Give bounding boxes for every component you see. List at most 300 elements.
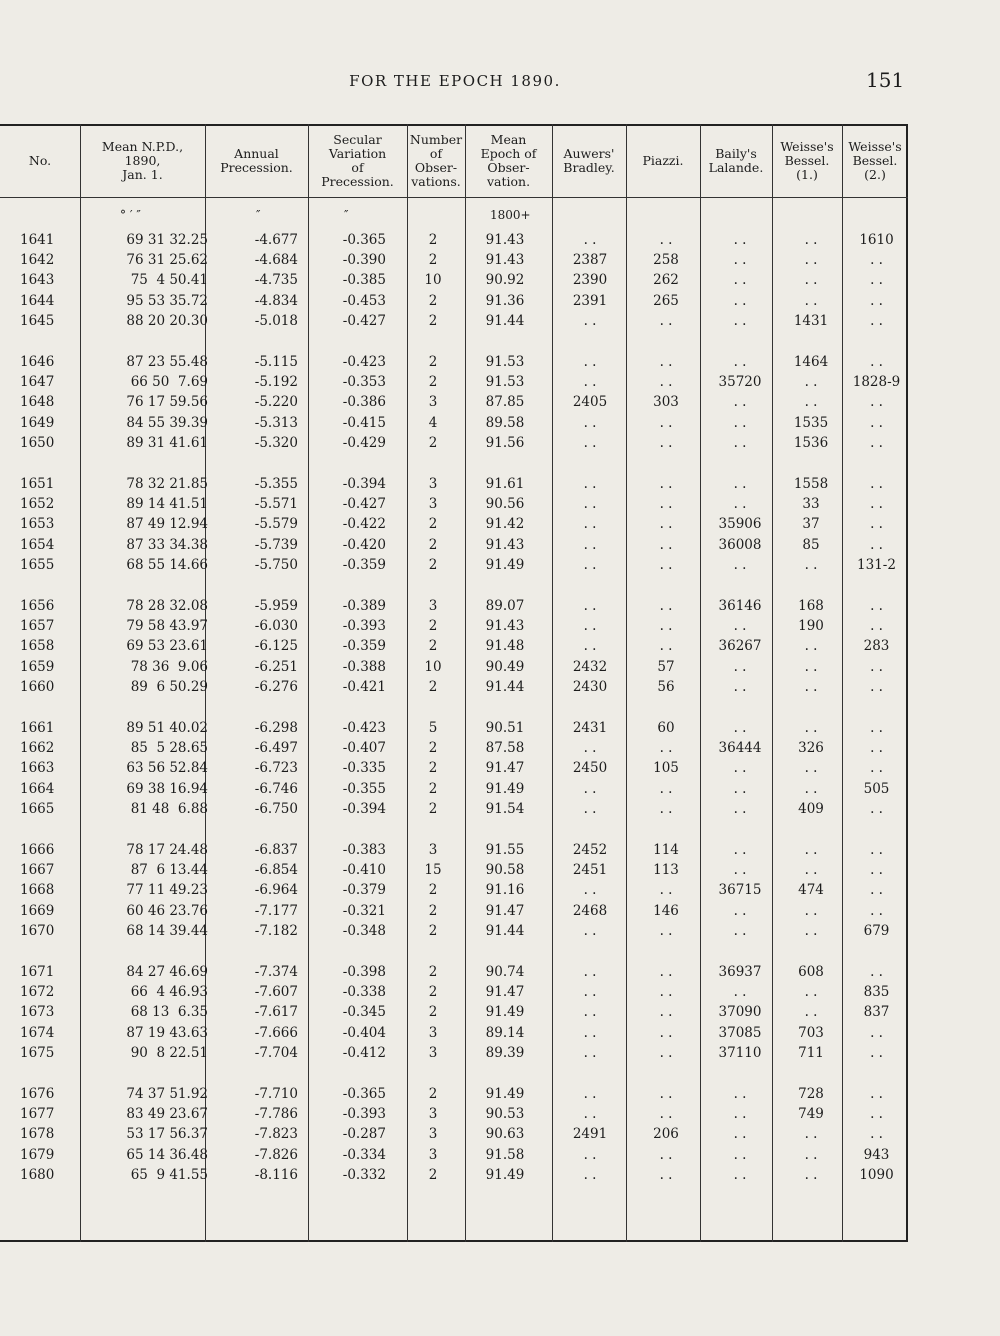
cell-num: 1673 [20, 1004, 55, 1021]
cell-sec: -0.427 [342, 312, 386, 329]
cell-bai: . . [733, 902, 747, 919]
cell-bai: . . [733, 272, 747, 289]
cell-sec: -0.335 [342, 760, 386, 777]
cell-ann: -6.125 [254, 638, 298, 655]
cell-pia: . . [659, 434, 673, 451]
cell-auw: . . [583, 800, 597, 817]
cell-we1: . . [804, 252, 818, 269]
cell-obs: 2 [428, 882, 438, 899]
cell-we1: 1431 [793, 312, 829, 329]
cell-we2: 1828-9 [852, 374, 901, 391]
cell-obs: 2 [428, 902, 438, 919]
cell-pia: . . [659, 800, 673, 817]
cell-num: 1655 [20, 556, 55, 573]
table-row [0, 598, 908, 618]
cell-npd: 74 37 51.92 [126, 1086, 208, 1102]
cell-bai: 37085 [718, 1024, 762, 1041]
cell-obs: 2 [428, 374, 438, 391]
running-head-title: FOR THE EPOCH 1890. [349, 72, 561, 90]
cell-pia: . . [659, 516, 673, 533]
cell-auw: 2491 [572, 1126, 608, 1143]
table-row [0, 1025, 908, 1045]
cell-we2: . . [870, 1024, 883, 1041]
column-header-pia: Piazzi. [642, 153, 684, 168]
cell-obs: 2 [428, 800, 438, 817]
cell-auw: . . [583, 1004, 597, 1021]
cell-pia: . . [659, 312, 673, 329]
table-row [0, 720, 908, 740]
cell-num: 1680 [20, 1166, 55, 1183]
cell-we1: . . [804, 780, 818, 797]
cell-ann: -5.115 [254, 354, 298, 370]
cell-sec: -0.353 [342, 374, 386, 391]
cell-num: 1672 [20, 984, 55, 1001]
cell-ann: -7.704 [254, 1044, 298, 1061]
table-row [0, 1086, 908, 1106]
cell-ep: 90.58 [485, 862, 525, 879]
cell-we2: . . [870, 272, 883, 289]
cell-pia: 206 [653, 1126, 679, 1143]
cell-we2: . . [870, 292, 883, 309]
cell-we1: . . [804, 902, 818, 919]
secular-unit: ″ [344, 208, 349, 222]
cell-ann: -5.579 [254, 516, 298, 533]
cell-pia: 57 [657, 658, 675, 675]
cell-we2: 943 [863, 1146, 890, 1163]
cell-sec: -0.345 [342, 1004, 386, 1021]
cell-ep: 91.47 [485, 760, 525, 777]
cell-npd: 87 23 55.48 [126, 354, 208, 370]
annual-unit: ″ [256, 208, 261, 222]
cell-num: 1674 [20, 1024, 55, 1041]
cell-npd: 89 14 41.51 [126, 496, 208, 513]
cell-num: 1643 [20, 272, 55, 289]
cell-npd: 69 53 23.61 [126, 638, 208, 655]
cell-pia: 303 [653, 394, 679, 411]
cell-we1: . . [804, 1126, 818, 1143]
cell-pia: . . [659, 536, 673, 553]
cell-we2: . . [870, 1044, 883, 1061]
cell-we2: . . [870, 1126, 883, 1143]
cell-auw: . . [583, 232, 597, 248]
cell-we1: 703 [798, 1024, 824, 1041]
cell-ep: 87.85 [485, 394, 525, 411]
cell-npd: 60 46 23.76 [126, 902, 208, 919]
cell-pia: . . [659, 598, 673, 614]
cell-ep: 91.43 [485, 618, 525, 635]
cell-pia: 113 [653, 862, 679, 879]
cell-pia: 258 [653, 252, 679, 269]
cell-obs: 15 [424, 862, 442, 879]
cell-ep: 91.44 [485, 922, 525, 939]
cell-ep: 91.53 [485, 354, 525, 370]
cell-auw: 2387 [572, 252, 608, 269]
cell-num: 1658 [20, 638, 55, 655]
cell-num: 1651 [20, 476, 55, 492]
cell-bai: . . [733, 1166, 747, 1183]
cell-bai: . . [733, 1086, 747, 1102]
cell-auw: . . [583, 536, 597, 553]
cell-npd: 84 27 46.69 [126, 964, 208, 980]
cell-we1: 168 [798, 598, 824, 614]
cell-we1: . . [804, 1004, 818, 1021]
cell-we2: . . [870, 1086, 883, 1102]
cell-sec: -0.404 [342, 1024, 386, 1041]
cell-ann: -7.607 [254, 984, 298, 1001]
cell-sec: -0.338 [342, 984, 386, 1001]
cell-pia: 114 [653, 842, 679, 858]
cell-npd: 90 8 22.51 [130, 1044, 208, 1061]
cell-num: 1662 [20, 740, 55, 757]
cell-bai: . . [733, 800, 747, 817]
cell-npd: 66 4 46.93 [130, 984, 208, 1001]
cell-npd: 87 33 34.38 [126, 536, 208, 553]
cell-auw: . . [583, 516, 597, 533]
cell-ann: -8.116 [254, 1166, 298, 1183]
cell-we1: 409 [798, 800, 824, 817]
cell-auw: . . [583, 374, 597, 391]
cell-ann: -7.666 [254, 1024, 298, 1041]
cell-obs: 3 [428, 598, 438, 614]
table-row [0, 232, 908, 252]
cell-ep: 91.55 [485, 842, 525, 858]
cell-auw: . . [583, 1166, 597, 1183]
cell-pia: . . [659, 354, 673, 370]
cell-ep: 89.14 [485, 1024, 525, 1041]
cell-pia: . . [659, 556, 673, 573]
cell-pia: 262 [653, 272, 679, 289]
cell-num: 1663 [20, 760, 55, 777]
cell-we2: . . [870, 394, 883, 411]
cell-bai: . . [733, 1146, 747, 1163]
table-row [0, 252, 908, 272]
cell-auw: . . [583, 354, 597, 370]
cell-auw: . . [583, 882, 597, 899]
cell-we2: . . [870, 862, 883, 879]
cell-bai: . . [733, 862, 747, 879]
cell-sec: -0.427 [342, 496, 386, 513]
cell-sec: -0.379 [342, 882, 386, 899]
table-row [0, 1004, 908, 1024]
cell-bai: . . [733, 984, 747, 1001]
cell-we1: . . [804, 720, 818, 736]
cell-obs: 3 [428, 394, 438, 411]
cell-we1: . . [804, 842, 818, 858]
cell-ann: -7.617 [254, 1004, 298, 1021]
cell-auw: . . [583, 780, 597, 797]
cell-num: 1665 [20, 800, 55, 817]
cell-ep: 90.53 [485, 1106, 525, 1123]
cell-ann: -7.786 [254, 1106, 298, 1123]
cell-npd: 89 51 40.02 [126, 720, 208, 736]
cell-we1: 1558 [793, 476, 829, 492]
cell-we1: 326 [798, 740, 824, 757]
cell-auw: 2430 [572, 678, 608, 695]
cell-obs: 3 [428, 1146, 438, 1163]
table-row [0, 740, 908, 760]
cell-ann: -6.497 [254, 740, 298, 757]
cell-num: 1669 [20, 902, 55, 919]
table-row [0, 496, 908, 516]
column-header-obs: Number of Obser- vations. [409, 132, 463, 189]
cell-ann: -5.355 [254, 476, 298, 492]
cell-sec: -0.390 [342, 252, 386, 269]
cell-pia: 60 [657, 720, 675, 736]
cell-ep: 89.39 [485, 1044, 525, 1061]
cell-bai: . . [733, 252, 747, 269]
cell-bai: . . [733, 292, 747, 309]
cell-bai: 36444 [718, 740, 762, 757]
cell-npd: 53 17 56.37 [126, 1126, 208, 1143]
cell-sec: -0.389 [342, 598, 386, 614]
page-number: 151 [866, 68, 905, 92]
column-header-npd: Mean N.P.D., 1890, Jan. 1. [101, 139, 184, 182]
cell-npd: 87 19 43.63 [126, 1024, 208, 1041]
cell-obs: 2 [428, 1004, 438, 1021]
cell-npd: 65 9 41.55 [130, 1166, 208, 1183]
cell-ep: 91.47 [485, 984, 525, 1001]
table-row [0, 435, 908, 455]
cell-auw: 2431 [572, 720, 608, 736]
cell-ep: 91.58 [485, 1146, 525, 1163]
cell-ep: 91.47 [485, 902, 525, 919]
cell-npd: 69 38 16.94 [126, 780, 208, 797]
cell-ann: -6.837 [254, 842, 298, 858]
table-row [0, 374, 908, 394]
cell-sec: -0.423 [342, 354, 386, 370]
cell-ann: -6.030 [254, 618, 298, 635]
cell-bai: 36008 [718, 536, 762, 553]
cell-ep: 91.49 [485, 1166, 525, 1183]
cell-bai: . . [733, 720, 747, 736]
cell-bai: 37090 [718, 1004, 762, 1021]
cell-num: 1656 [20, 598, 55, 614]
cell-num: 1660 [20, 678, 55, 695]
cell-num: 1644 [20, 292, 55, 309]
cell-npd: 75 4 50.41 [130, 272, 208, 289]
table-row [0, 679, 908, 699]
cell-bai: 35720 [718, 374, 762, 391]
cell-ep: 90.74 [485, 964, 525, 980]
epoch-unit: 1800+ [490, 208, 531, 222]
cell-sec: -0.385 [342, 272, 386, 289]
cell-pia: . . [659, 1166, 673, 1183]
cell-npd: 78 32 21.85 [126, 476, 208, 492]
cell-we2: . . [870, 476, 883, 492]
cell-num: 1675 [20, 1044, 55, 1061]
cell-ep: 91.49 [485, 556, 525, 573]
cell-npd: 68 14 39.44 [126, 922, 208, 939]
column-header-we1: Weisse's Bessel. (1.) [780, 139, 834, 182]
column-header-ep: Mean Epoch of Obser- vation. [480, 132, 537, 189]
cell-ep: 91.16 [485, 882, 525, 899]
column-header-bai: Baily's Lalande. [708, 146, 764, 175]
cell-we2: 835 [863, 984, 890, 1001]
cell-ann: -5.750 [254, 556, 298, 573]
cell-npd: 95 53 35.72 [126, 292, 208, 309]
cell-pia: . . [659, 922, 673, 939]
cell-we2: . . [870, 312, 883, 329]
table-row [0, 659, 908, 679]
cell-bai: . . [733, 232, 747, 248]
cell-num: 1647 [20, 374, 55, 391]
cell-num: 1676 [20, 1086, 55, 1102]
cell-auw: . . [583, 434, 597, 451]
cell-we2: . . [870, 740, 883, 757]
cell-sec: -0.287 [342, 1126, 386, 1143]
cell-obs: 2 [428, 252, 438, 269]
cell-ann: -6.298 [254, 720, 298, 736]
cell-we1: . . [804, 658, 818, 675]
cell-sec: -0.394 [342, 800, 386, 817]
cell-auw: 2451 [572, 862, 608, 879]
cell-we1: 1464 [793, 354, 829, 370]
cell-we1: 85 [802, 536, 820, 553]
cell-ann: -7.710 [254, 1086, 298, 1102]
table-row [0, 313, 908, 333]
cell-sec: -0.423 [342, 720, 386, 736]
cell-obs: 2 [428, 922, 438, 939]
cell-npd: 81 48 6.88 [130, 800, 208, 817]
cell-npd: 83 49 23.67 [126, 1106, 208, 1123]
cell-we1: . . [804, 638, 818, 655]
cell-we1: . . [804, 984, 818, 1001]
cell-we2: . . [870, 618, 883, 635]
cell-obs: 3 [428, 1044, 438, 1061]
cell-ep: 91.49 [485, 1004, 525, 1021]
cell-ann: -5.959 [254, 598, 298, 614]
cell-npd: 68 13 6.35 [130, 1004, 208, 1021]
cell-we1: . . [804, 862, 818, 879]
cell-npd: 68 55 14.66 [126, 556, 208, 573]
cell-we1: 1536 [793, 434, 829, 451]
cell-we1: . . [804, 922, 818, 939]
cell-sec: -0.386 [342, 394, 386, 411]
cell-auw: . . [583, 1146, 597, 1163]
cell-we2: 1610 [859, 232, 894, 248]
cell-obs: 2 [428, 516, 438, 533]
cell-we2: . . [870, 842, 883, 858]
cell-auw: . . [583, 598, 597, 614]
cell-ep: 90.56 [485, 496, 525, 513]
cell-npd: 77 11 49.23 [126, 882, 208, 899]
cell-auw: . . [583, 964, 597, 980]
cell-ann: -6.854 [254, 862, 298, 879]
column-header-sec: Secular Variation of Precession. [321, 132, 394, 189]
cell-bai: 37110 [718, 1044, 762, 1061]
cell-auw: 2390 [572, 272, 608, 289]
cell-obs: 2 [428, 638, 438, 655]
cell-ann: -6.750 [254, 800, 298, 817]
cell-we2: 283 [863, 638, 890, 655]
cell-ann: -6.723 [254, 760, 298, 777]
cell-ann: -5.320 [254, 434, 298, 451]
cell-obs: 10 [424, 658, 442, 675]
cell-npd: 66 50 7.69 [130, 374, 208, 391]
cell-num: 1664 [20, 780, 55, 797]
cell-we2: . . [870, 1106, 883, 1123]
cell-num: 1652 [20, 496, 55, 513]
cell-sec: -0.365 [342, 1086, 386, 1102]
cell-auw: . . [583, 1024, 597, 1041]
table-row [0, 760, 908, 780]
cell-we1: . . [804, 556, 818, 573]
cell-sec: -0.359 [342, 556, 386, 573]
cell-auw: . . [583, 1106, 597, 1123]
cell-we1: 749 [798, 1106, 824, 1123]
table-row [0, 903, 908, 923]
cell-ep: 91.44 [485, 312, 525, 329]
cell-obs: 2 [428, 1086, 438, 1102]
table-row [0, 638, 908, 658]
table-row [0, 862, 908, 882]
table-row [0, 557, 908, 577]
cell-num: 1659 [20, 658, 55, 675]
cell-ep: 90.92 [485, 272, 525, 289]
column-header-auw: Auwers' Bradley. [563, 146, 615, 175]
cell-auw: . . [583, 496, 597, 513]
cell-we2: . . [870, 760, 883, 777]
cell-auw: 2452 [572, 842, 608, 858]
cell-num: 1677 [20, 1106, 55, 1123]
cell-ep: 91.43 [485, 536, 525, 553]
table-row [0, 537, 908, 557]
cell-bai: . . [733, 760, 747, 777]
npd-unit: ° ′ ″ [120, 208, 141, 222]
cell-bai: 36715 [718, 882, 762, 899]
cell-bai: 36267 [718, 638, 762, 655]
cell-we2: . . [870, 496, 883, 513]
cell-num: 1645 [20, 312, 55, 329]
table-row [0, 964, 908, 984]
cell-obs: 2 [428, 740, 438, 757]
cell-sec: -0.393 [342, 618, 386, 635]
cell-obs: 10 [424, 272, 442, 289]
cell-obs: 2 [428, 984, 438, 1001]
cell-pia: . . [659, 1044, 673, 1061]
cell-sec: -0.383 [342, 842, 386, 858]
cell-ep: 90.51 [485, 720, 525, 736]
cell-sec: -0.393 [342, 1106, 386, 1123]
cell-auw: . . [583, 1086, 597, 1102]
cell-pia: . . [659, 1106, 673, 1123]
cell-we1: 33 [802, 496, 820, 513]
cell-obs: 2 [428, 678, 438, 695]
cell-ann: -5.313 [254, 414, 298, 431]
cell-num: 1650 [20, 434, 55, 451]
cell-npd: 89 6 50.29 [130, 678, 208, 695]
cell-npd: 87 6 13.44 [130, 862, 208, 879]
cell-obs: 2 [428, 312, 438, 329]
cell-we2: 131-2 [857, 556, 896, 573]
cell-ep: 90.63 [485, 1126, 525, 1143]
cell-ann: -7.826 [254, 1146, 298, 1163]
cell-sec: -0.429 [342, 434, 386, 451]
cell-ep: 91.49 [485, 1086, 525, 1102]
cell-num: 1666 [20, 842, 55, 858]
cell-obs: 2 [428, 434, 438, 451]
cell-num: 1667 [20, 862, 55, 879]
table-row [0, 842, 908, 862]
cell-sec: -0.388 [342, 658, 386, 675]
cell-auw: . . [583, 414, 597, 431]
cell-bai: . . [733, 312, 747, 329]
cell-auw: . . [583, 922, 597, 939]
table-row [0, 882, 908, 902]
cell-we1: 190 [798, 618, 824, 635]
cell-pia: . . [659, 496, 673, 513]
cell-auw: 2405 [572, 394, 608, 411]
